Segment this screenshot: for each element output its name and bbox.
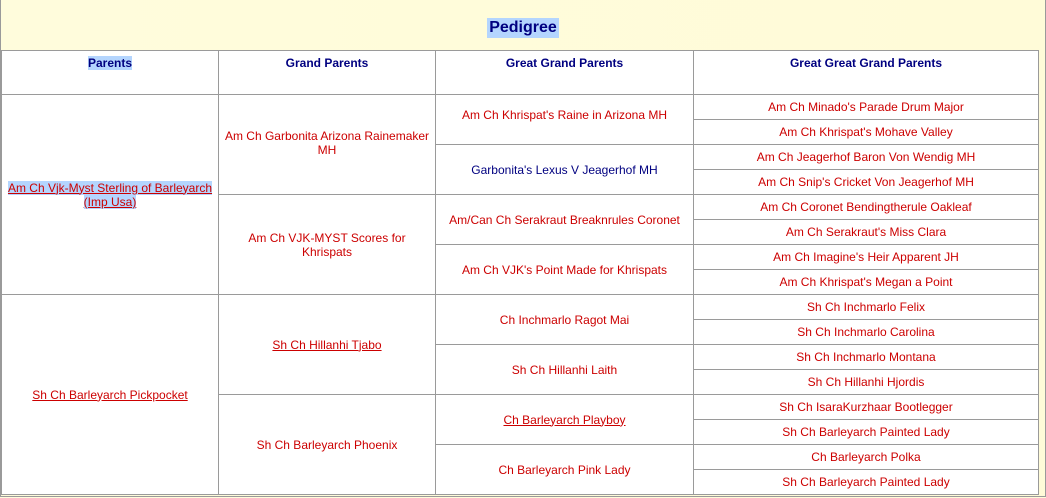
ggg-parent-cell (694, 295, 1039, 320)
ggg-parent-cell (694, 120, 1039, 145)
parent-dam-cell (2, 295, 219, 495)
page-title: Pedigree (489, 19, 557, 36)
great-grandparent-name: Am/Can Ch Serakraut Breaknrules Coronet (449, 212, 680, 227)
pedigree-table (1, 50, 1039, 495)
great-grandparent-name: Ch Inchmarlo Ragot Mai (499, 312, 630, 327)
great-grandparent-name: Ch Barleyarch Pink Lady (498, 462, 631, 477)
ggg-parent-cell (694, 370, 1039, 395)
grandparent-cell (219, 195, 436, 295)
ggg-parent-cell (694, 320, 1039, 345)
ggg-parent-cell (694, 170, 1039, 195)
table-row (2, 95, 1039, 120)
grandparent-name: Sh Ch Barleyarch Phoenix (256, 437, 398, 452)
ggg-parent-cell (694, 445, 1039, 470)
ggg-parent-name: Sh Ch Inchmarlo Carolina (797, 325, 935, 339)
ggg-parent-name: Sh Ch IsaraKurzhaar Bootlegger (779, 400, 953, 414)
ggg-parent-name: Am Ch Snip's Cricket Von Jeagerhof MH (758, 175, 974, 189)
great-grandparent-name: Garbonita's Lexus V Jeagerhof MH (471, 162, 658, 177)
ggg-parent-name: Sh Ch Barleyarch Painted Lady (782, 425, 950, 439)
great-grandparent-cell (436, 95, 694, 145)
ggg-parent-cell (694, 220, 1039, 245)
parent-sire-cell (2, 95, 219, 295)
great-grandparent-cell (436, 345, 694, 395)
ggg-parent-cell (694, 245, 1039, 270)
ggg-parent-name: Ch Barleyarch Polka (811, 450, 921, 464)
ggg-parent-name: Am Ch Imagine's Heir Apparent JH (773, 250, 959, 264)
parent-dam-link[interactable]: Sh Ch Barleyarch Pickpocket (32, 387, 188, 402)
great-grandparent-cell (436, 145, 694, 195)
grandparent-name: Am Ch Garbonita Arizona Rainemaker MH (224, 129, 430, 157)
ggg-parent-cell (694, 195, 1039, 220)
ggg-parent-name: Am Ch Serakraut's Miss Clara (785, 225, 947, 239)
great-grandparent-cell (436, 195, 694, 245)
ggg-parent-name: Am Ch Jeagerhof Baron Von Wendig MH (756, 150, 976, 164)
ggg-parent-name: Am Ch Minado's Parade Drum Major (768, 100, 964, 114)
ggg-parent-cell (694, 420, 1039, 445)
ggg-parent-name: Sh Ch Inchmarlo Montana (796, 350, 936, 364)
title-wrap (0, 18, 1046, 38)
grandparent-cell (219, 295, 436, 395)
ggg-parent-name: Sh Ch Barleyarch Painted Lady (782, 475, 950, 489)
ggg-parent-cell (694, 470, 1039, 495)
header-parents-label: Parents (87, 56, 133, 70)
header-grand-parents: Grand Parents (219, 51, 436, 95)
ggg-parent-name: Am Ch Khrispat's Megan a Point (779, 275, 953, 289)
header-great-grand-parents: Great Grand Parents (436, 51, 694, 95)
grandparent-cell (219, 95, 436, 195)
grandparent-name: Am Ch VJK-MYST Scores for Khrispats (248, 230, 406, 259)
great-grandparent-cell (436, 245, 694, 295)
ggg-parent-name: Am Ch Khrispat's Mohave Valley (779, 125, 953, 139)
ggg-parent-name: Sh Ch Hillanhi Hjordis (807, 375, 925, 389)
great-grandparent-name: Sh Ch Hillanhi Laith (511, 362, 618, 377)
great-grandparent-name: Am Ch Khrispat's Raine in Arizona MH (461, 108, 668, 122)
ggg-parent-cell (694, 270, 1039, 295)
ggg-parent-cell (694, 395, 1039, 420)
great-grandparent-cell (436, 445, 694, 495)
ggg-parent-cell (694, 345, 1039, 370)
ggg-parent-name: Sh Ch Inchmarlo Felix (806, 300, 926, 314)
great-grandparent-link[interactable]: Ch Barleyarch Playboy (503, 412, 626, 427)
table-row (2, 295, 1039, 320)
ggg-parent-name: Am Ch Coronet Bendingtherule Oakleaf (760, 200, 972, 214)
great-grandparent-cell (436, 295, 694, 345)
header-great-great-grand-parents: Great Great Grand Parents (694, 51, 1039, 95)
grandparent-link[interactable]: Sh Ch Hillanhi Tjabo (272, 337, 382, 352)
ggg-parent-cell (694, 95, 1039, 120)
header-row (2, 51, 1039, 95)
great-grandparent-name: Am Ch VJK's Point Made for Khrispats (461, 262, 668, 277)
parent-sire-link[interactable]: Am Ch Vjk-Myst Sterling of Barleyarch (Imp Usa) (7, 180, 213, 209)
great-grandparent-cell (436, 395, 694, 445)
ggg-parent-cell (694, 145, 1039, 170)
grandparent-cell (219, 395, 436, 495)
header-parents (2, 51, 219, 95)
